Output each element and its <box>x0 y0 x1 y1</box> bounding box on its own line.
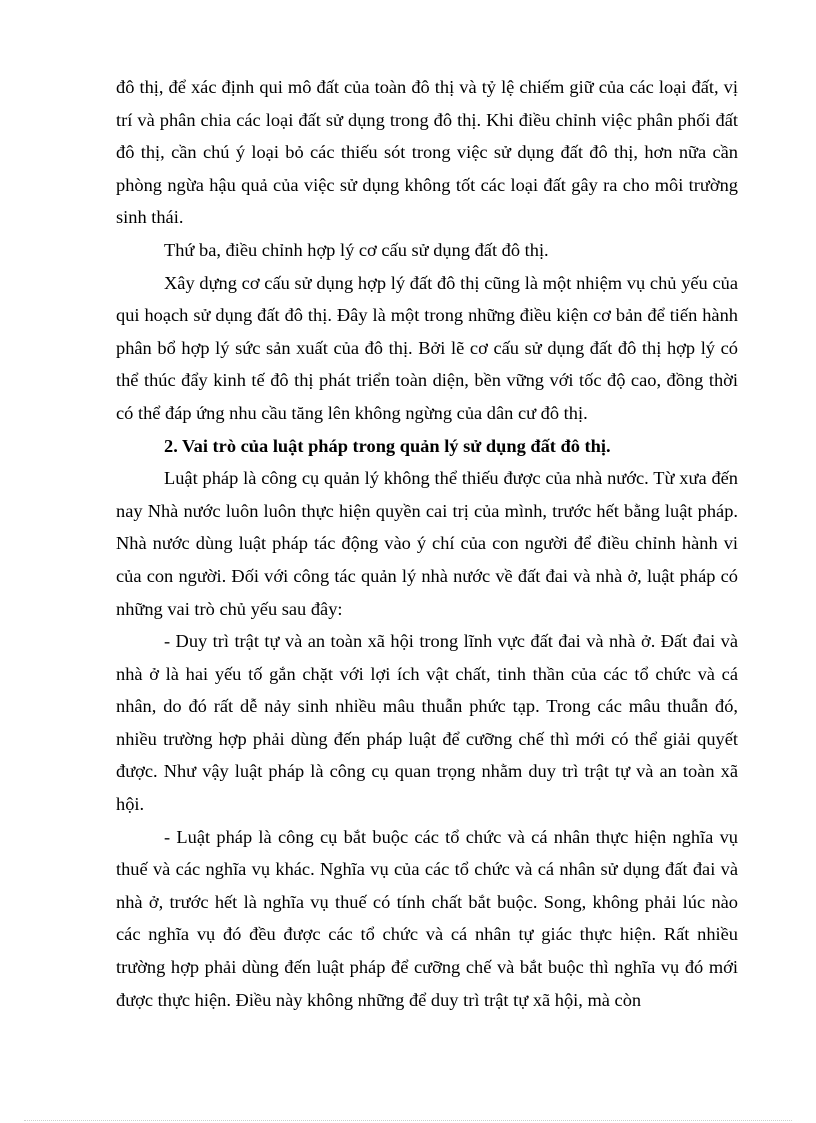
paragraph-third-point: Thứ ba, điều chỉnh hợp lý cơ cấu sử dụng đất đô thị. <box>164 239 549 260</box>
paragraph-law-role: Luật pháp là công cụ quản lý không thể thiếu được của nhà nước. Từ xưa đến nay Nhà nước luôn luôn thực hiện quyền cai trị của mình, trước hết bằng luật pháp. Nhà nước dùng luật pháp tác động vào ý chí của con người để điều chỉnh hành vi của con người. Đối với công tác quản lý nhà nước về đất đai và nhà ở, luật pháp có những vai trò chủ yếu sau đây: <box>116 468 738 619</box>
section-heading: 2. Vai trò của luật pháp trong quản lý sử dụng đất đô thị. <box>164 435 611 456</box>
footer-divider <box>24 1120 792 1121</box>
bullet-social-order: - Duy trì trật tự và an toàn xã hội trong lĩnh vực đất đai và nhà ở. Đất đai và nhà ở là hai yếu tố gắn chặt với lợi ích vật chất, tinh thần của các tổ chức và cá nhân, do đó rất dễ nảy sinh nhiều mâu thuẫn phức tạp. Trong các mâu thuẫn đó, nhiều trường hợp phải dùng đến pháp luật để cưỡng chế thì mới có thể giải quyết được. Như vậy luật pháp là công cụ quan trọng nhằm duy trì trật tự và an toàn xã hội. <box>116 631 738 815</box>
bullet-tax-obligation: - Luật pháp là công cụ bắt buộc các tổ chức và cá nhân thực hiện nghĩa vụ thuế và các nghĩa vụ khác. Nghĩa vụ của các tổ chức và cá nhân sử dụng đất đai và nhà ở, trước hết là nghĩa vụ thuế có tính chất bắt buộc. Song, không phải lúc nào các nghĩa vụ đó đều được các tổ chức và cá nhân tự giác thực hiện. Rất nhiều trường hợp phải dùng đến luật pháp để cưỡng chế và bắt buộc thì nghĩa vụ đó mới được thực hiện. Điều này không những để duy trì trật tự xã hội, mà còn <box>116 826 738 1010</box>
body-text <box>116 71 738 1016</box>
paragraph-continuation: đô thị, để xác định qui mô đất của toàn đô thị và tỷ lệ chiếm giữ của các loại đất, vị trí và phân chia các loại đất sử dụng trong đô thị. Khi điều chỉnh việc phân phối đất đô thị, cần chú ý loại bỏ các thiếu sót trong việc sử dụng đất đô thị, hơn nữa cần phòng ngừa hậu quả của việc sử dụng không tốt các loại đất gây ra cho môi trường sinh thái. <box>116 77 738 228</box>
paragraph-land-structure: Xây dựng cơ cấu sử dụng hợp lý đất đô thị cũng là một nhiệm vụ chủ yếu của qui hoạch sử dụng đất đô thị. Đây là một trong những điều kiện cơ bản để tiến hành phân bổ hợp lý sức sản xuất của đô thị. Bởi lẽ cơ cấu sử dụng đất đô thị hợp lý có thể thúc đẩy kinh tế đô thị phát triển toàn diện, bền vững với tốc độ cao, đồng thời có thể đáp ứng nhu cầu tăng lên không ngừng của dân cư đô thị. <box>116 272 738 423</box>
